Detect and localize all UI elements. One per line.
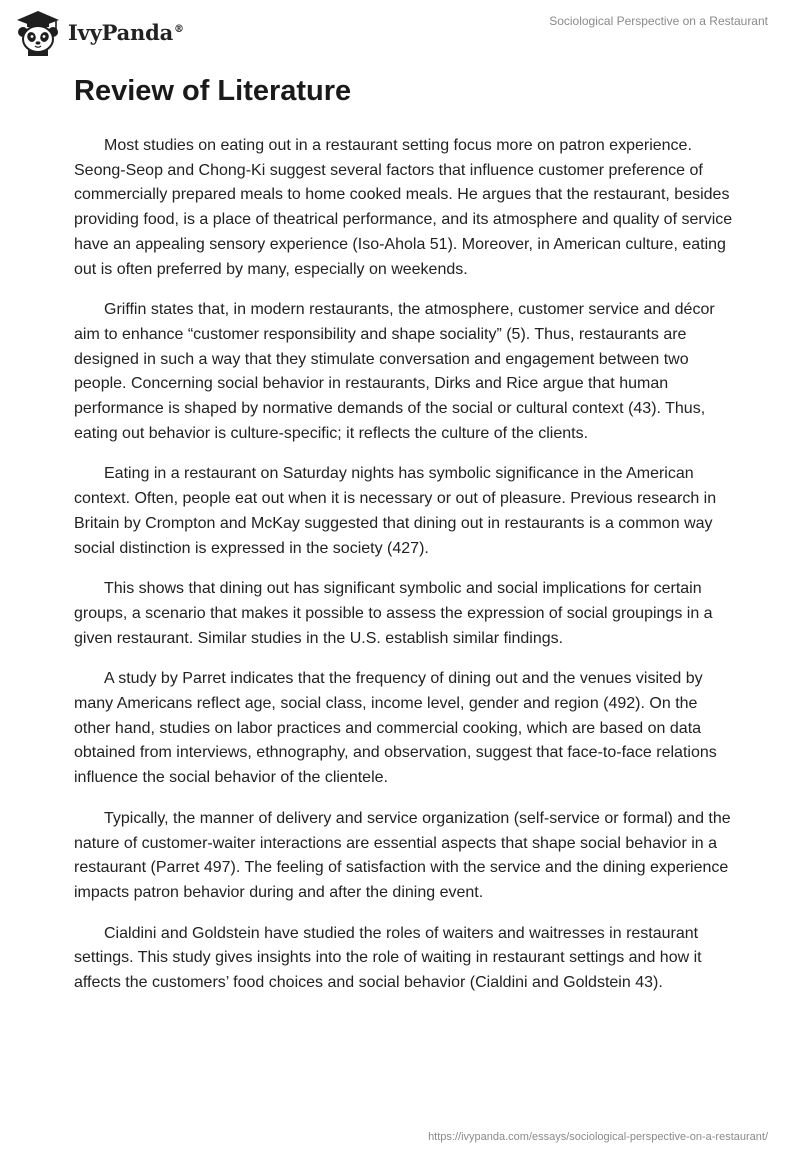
paragraph-7: Cialdini and Goldstein have studied the roles of waiters and waitresses in restaurant settings. This study gives insights into the role of waiting in restaurant settings and how it affects the customers’ food choices and social behavior (Cialdini and Goldstein 43). — [74, 924, 702, 992]
paragraph-3: Eating in a restaurant on Saturday nights has symbolic significance in the American context. Often, people eat out when it is necessary or out of pleasure. Previous research in Britain by Crompton and McKay suggested that dining out in restaurants is a common way social distinction is expressed in the society (427). — [74, 465, 717, 557]
logo-wordmark: IvyPanda® — [68, 19, 184, 45]
ivypanda-logo[interactable] — [14, 8, 184, 56]
section-heading: Review of Literature — [74, 75, 352, 107]
paragraph-6: Typically, the manner of delivery and service organization (self-service or formal) and the nature of customer-waiter interactions are essential aspects that shape social behavior in a restaurant (Parret 497). The feeling of satisfaction with the service and the dining experience impacts patron behavior during and after the dining event. — [74, 809, 731, 901]
paragraph-5: A study by Parret indicates that the frequency of dining out and the venues visited by many Americans reflect age, social class, income level, gender and region (492). On the other hand, studies on labor practices and commercial cooking, which are based on data obtained from interviews, ethnography, and observation, suggest that face-to-face relations influence the social behavior of the clientele. — [74, 670, 717, 787]
article-body — [74, 70, 734, 1012]
page-header — [0, 0, 800, 60]
paragraph-1: Most studies on eating out in a restaurant setting focus more on patron experience. Seong-Seop and Chong-Ki suggest several factors that influence customer preference of commercially prepared meals to home cooked meals. He argues that the restaurant, besides providing food, is a place of theatrical performance, and its atmosphere and quality of service have an appealing sensory experience (Iso-Ahola 51). Moreover, in American culture, eating out is often preferred by many, especially on weekends. — [74, 137, 733, 278]
source-url[interactable]: https://ivypanda.com/essays/sociological-perspective-on-a-restaurant/ — [428, 1131, 768, 1143]
panda-graduate-icon — [14, 8, 62, 56]
document-title: Sociological Perspective on a Restaurant — [549, 14, 768, 28]
paragraph-2: Griffin states that, in modern restaurants, the atmosphere, customer service and décor aim to enhance “customer responsibility and shape sociality” (5). Thus, restaurants are designed in such a way that they stimulate conversation and engagement between two people. Concerning social behavior in restaurants, Dirks and Rice argue that human performance is shaped by normative demands of the social or cultural context (43). Thus, eating out behavior is culture-specific; it reflects the culture of the clients. — [74, 301, 715, 442]
paragraph-4: This shows that dining out has significant symbolic and social implications for certain groups, a scenario that makes it possible to assess the expression of social groupings in a given restaurant. Similar studies in the U.S. establish similar findings. — [74, 580, 713, 647]
